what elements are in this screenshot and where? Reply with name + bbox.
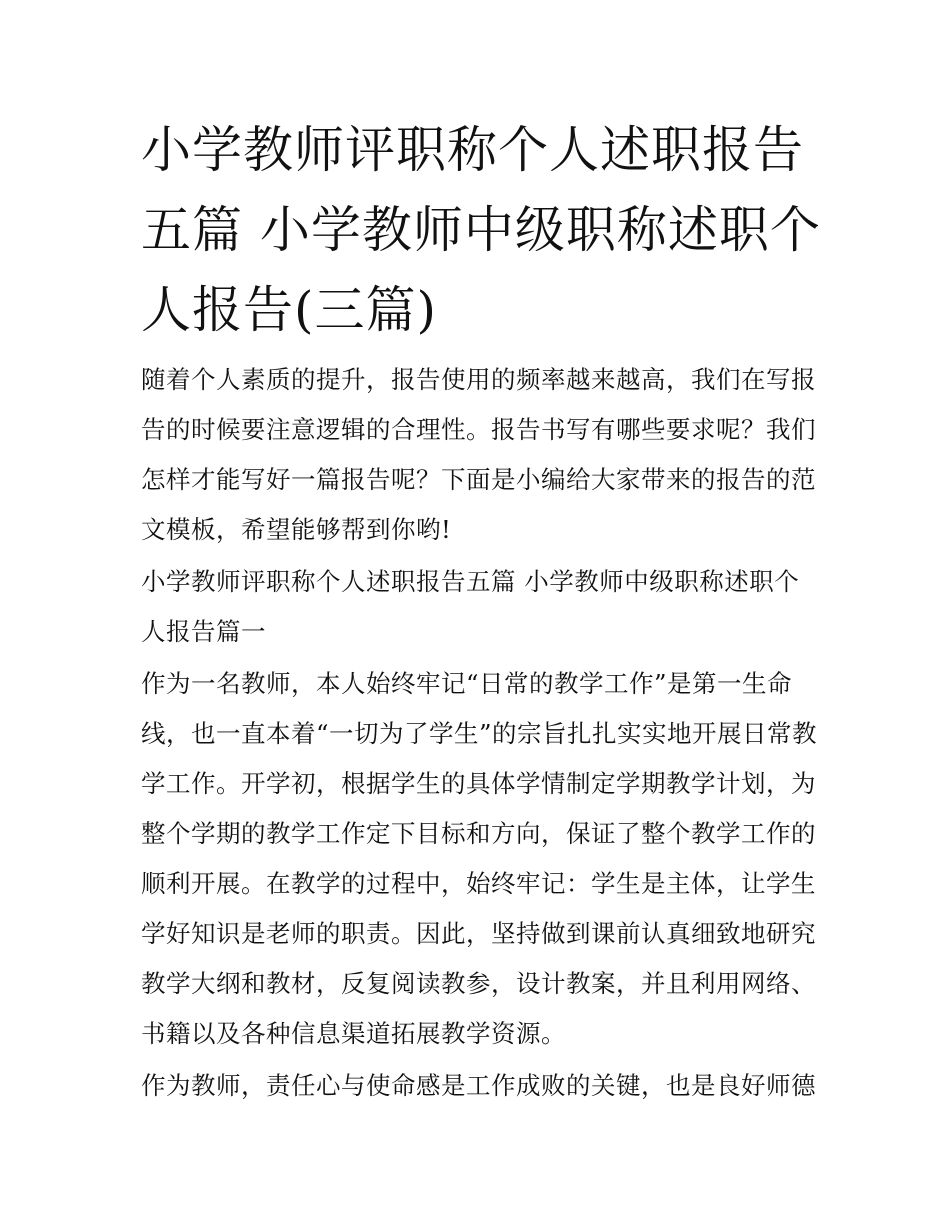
section-heading-line: 小学教师评职称个人述职报告五篇 小学教师中级职称述职个 <box>141 567 800 596</box>
intro-line: 随着个人素质的提升，报告使用的频率越来越高，我们在写报 <box>141 365 816 394</box>
intro-line: 告的时候要注意逻辑的合理性。报告书写有哪些要求呢？我们 <box>141 415 816 444</box>
intro-line: 文模板，希望能够帮到你哟! <box>141 515 452 544</box>
intro-line: 怎样才能写好一篇报告呢？下面是小编给大家带来的报告的范 <box>141 465 816 494</box>
title-line: 五篇 小学教师中级职称述职个 <box>141 201 821 259</box>
body-line: 学好知识是老师的职责。因此，坚持做到课前认真细致地研究 <box>141 919 816 948</box>
title-line: 小学教师评职称个人述职报告 <box>141 121 804 179</box>
section-heading-line: 人报告篇一 <box>141 617 266 646</box>
body-line: 教学大纲和教材，反复阅读教参，设计教案，并且利用网络、 <box>141 969 816 998</box>
body-line: 作为教师，责任心与使命感是工作成败的关键，也是良好师德 <box>141 1071 816 1100</box>
body-line: 线，也一直本着“一切为了学生”的宗旨扎扎实实地开展日常教 <box>141 719 818 748</box>
body-line: 顺利开展。在教学的过程中，始终牢记：学生是主体，让学生 <box>141 869 816 898</box>
title-line: 人报告(三篇) <box>141 281 438 339</box>
body-line: 书籍以及各种信息渠道拓展教学资源。 <box>141 1019 566 1048</box>
body-line: 整个学期的教学工作定下目标和方向，保证了整个教学工作的 <box>141 819 816 848</box>
body-line: 作为一名教师，本人始终牢记“日常的教学工作”是第一生命 <box>141 669 793 698</box>
document-title <box>141 110 821 350</box>
body-line: 学工作。开学初，根据学生的具体学情制定学期教学计划，为 <box>141 769 816 798</box>
